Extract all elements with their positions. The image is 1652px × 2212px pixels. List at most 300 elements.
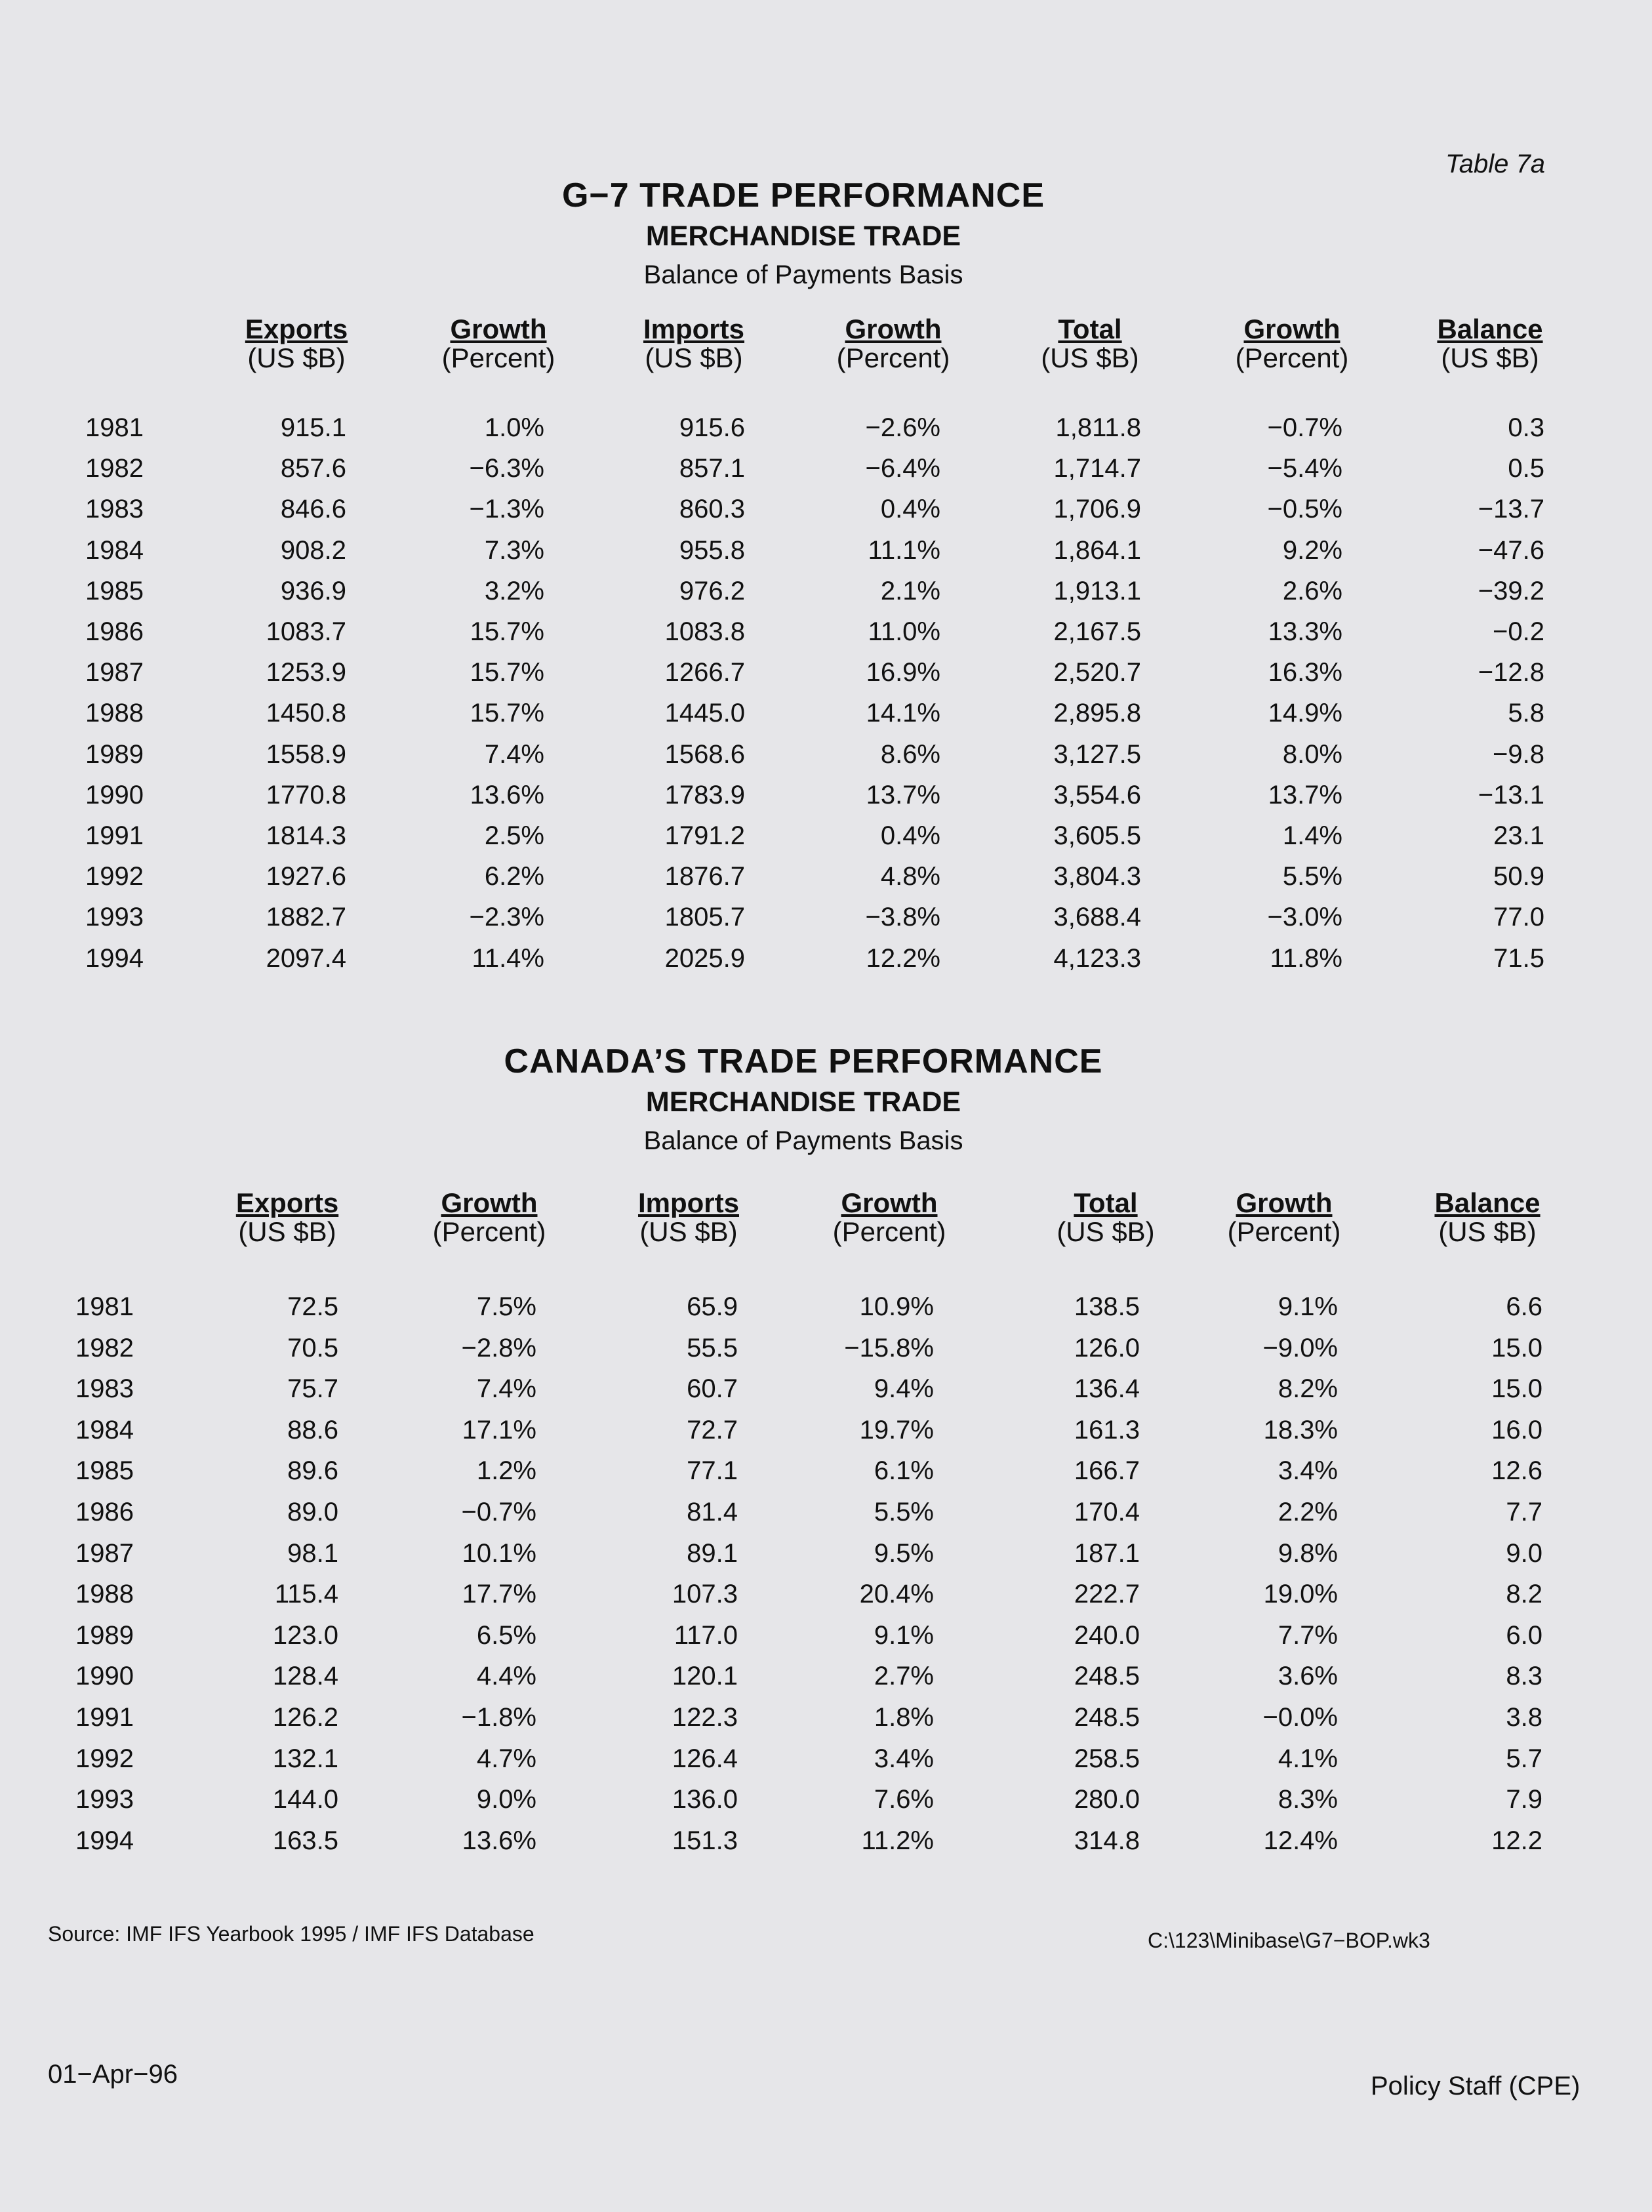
value-cell: 89.6 [287, 1456, 338, 1486]
value-cell: 20.4% [859, 1580, 934, 1609]
value-cell: 77.0 [1493, 903, 1544, 932]
table-number: Table 7a [1445, 150, 1545, 178]
canada-column-header [391, 1189, 588, 1246]
value-cell: 9.0 [1506, 1538, 1542, 1568]
value-cell: 280.0 [1074, 1785, 1140, 1814]
value-cell: −0.7% [1267, 413, 1342, 442]
value-cell: 1568.6 [664, 739, 745, 769]
year-cell: 1985 [85, 576, 144, 605]
value-cell: 16.9% [866, 658, 940, 687]
value-cell: 2.5% [484, 821, 544, 850]
value-cell: 7.7% [1278, 1620, 1338, 1650]
value-cell: 1083.8 [664, 617, 745, 646]
value-cell: 860.3 [679, 495, 745, 524]
value-cell: 1927.6 [266, 862, 346, 891]
table-row [0, 1621, 1652, 1662]
canada-subtitle: MERCHANDISE TRADE [645, 1086, 961, 1118]
value-cell: 1814.3 [266, 821, 346, 850]
value-cell: −0.0% [1262, 1703, 1338, 1732]
value-cell: 15.0 [1491, 1333, 1542, 1362]
g7-column-header [400, 315, 597, 373]
value-cell: 3.2% [484, 576, 544, 605]
value-cell: 17.7% [462, 1580, 536, 1609]
header-label: Balance [1434, 1187, 1541, 1218]
value-cell: 15.7% [470, 658, 544, 687]
header-label: Imports [643, 314, 744, 344]
value-cell: 3.4% [874, 1744, 934, 1773]
value-cell: 6.6 [1506, 1292, 1542, 1321]
year-cell: 1982 [85, 454, 144, 483]
g7-column-header [992, 315, 1188, 373]
g7-subtitle: MERCHANDISE TRADE [645, 220, 961, 252]
value-cell: −9.0% [1262, 1333, 1338, 1362]
value-cell: 75.7 [287, 1374, 338, 1404]
value-cell: 2097.4 [266, 943, 346, 973]
canada-basis: Balance of Payments Basis [643, 1126, 963, 1155]
value-cell: 6.1% [874, 1456, 934, 1486]
value-cell: 65.9 [687, 1292, 738, 1321]
header-label: Balance [1437, 314, 1543, 344]
value-cell: 9.8% [1278, 1538, 1338, 1568]
header-unit: (US $B) [639, 1216, 738, 1247]
year-cell: 1994 [85, 943, 144, 973]
year-cell: 1990 [85, 780, 144, 809]
value-cell: 117.0 [674, 1620, 738, 1650]
year-cell: 1989 [85, 739, 144, 769]
table-row [0, 495, 1652, 535]
table-row [0, 454, 1652, 495]
value-cell: 4.8% [880, 862, 940, 891]
header-unit: (Percent) [832, 1216, 946, 1247]
value-cell: 314.8 [1074, 1826, 1140, 1855]
value-cell: 88.6 [287, 1415, 338, 1444]
value-cell: 3,127.5 [1053, 739, 1141, 769]
value-cell: −1.3% [469, 495, 544, 524]
value-cell: 1450.8 [266, 699, 346, 728]
value-cell: 5.5% [1282, 862, 1342, 891]
table-row [0, 1703, 1652, 1744]
table-row [0, 1826, 1652, 1867]
value-cell: 128.4 [272, 1662, 338, 1691]
value-cell: 77.1 [687, 1456, 738, 1486]
table-row [0, 821, 1652, 862]
value-cell: −9.8 [1493, 739, 1544, 769]
table-row [0, 944, 1652, 985]
value-cell: 126.2 [272, 1703, 338, 1732]
header-label: Imports [637, 1187, 739, 1218]
header-unit: (US $B) [1057, 1216, 1155, 1247]
value-cell: 11.0% [868, 617, 940, 646]
header-label: Growth [441, 1187, 538, 1218]
value-cell: 222.7 [1074, 1580, 1140, 1609]
year-cell: 1988 [85, 699, 144, 728]
year-cell: 1982 [75, 1333, 134, 1362]
table-row [0, 1539, 1652, 1580]
value-cell: 107.3 [672, 1580, 738, 1609]
value-cell: 170.4 [1074, 1498, 1140, 1526]
value-cell: 857.1 [679, 454, 745, 483]
value-cell: 1805.7 [664, 903, 745, 932]
value-cell: 1,706.9 [1053, 495, 1141, 524]
year-cell: 1984 [75, 1415, 134, 1444]
canada-column-header [1186, 1189, 1382, 1246]
value-cell: 132.1 [272, 1744, 338, 1773]
value-cell: 3,605.5 [1053, 821, 1141, 850]
value-cell: 8.3% [1278, 1785, 1338, 1814]
value-cell: 7.4% [476, 1374, 536, 1404]
canada-column-header [1007, 1189, 1204, 1246]
value-cell: 19.0% [1263, 1580, 1338, 1609]
value-cell: 13.3% [1268, 617, 1342, 646]
table-row [0, 781, 1652, 821]
value-cell: −12.8 [1478, 658, 1544, 687]
header-label: Exports [245, 314, 348, 344]
value-cell: 1.8% [874, 1703, 934, 1732]
value-cell: 3,804.3 [1053, 862, 1141, 891]
year-cell: 1991 [75, 1703, 134, 1732]
value-cell: 15.7% [470, 699, 544, 728]
header-label: Total [1074, 1187, 1138, 1218]
value-cell: 846.6 [280, 495, 346, 524]
value-cell: 126.0 [1074, 1333, 1140, 1362]
value-cell: 19.7% [859, 1415, 934, 1444]
year-cell: 1991 [85, 821, 144, 850]
value-cell: 1,811.8 [1055, 413, 1141, 442]
value-cell: 1876.7 [664, 862, 745, 891]
value-cell: 976.2 [679, 576, 745, 605]
value-cell: 11.1% [868, 535, 940, 565]
canada-column-header [590, 1189, 787, 1246]
value-cell: −0.7% [461, 1498, 536, 1526]
table-row [0, 1456, 1652, 1497]
value-cell: −0.2 [1493, 617, 1544, 646]
value-cell: 10.9% [859, 1292, 934, 1321]
table-row [0, 1785, 1652, 1826]
canada-title-block [0, 1042, 1607, 1156]
value-cell: 9.2% [1282, 535, 1342, 565]
table-row [0, 1374, 1652, 1415]
table-row [0, 699, 1652, 739]
table-row [0, 1744, 1652, 1785]
table-row [0, 413, 1652, 454]
value-cell: 18.3% [1263, 1415, 1338, 1444]
value-cell: 955.8 [679, 535, 745, 565]
value-cell: 0.5 [1508, 454, 1544, 483]
header-unit: (Percent) [432, 1216, 546, 1247]
value-cell: 89.0 [287, 1498, 338, 1526]
value-cell: 16.3% [1268, 658, 1342, 687]
value-cell: 2,520.7 [1053, 658, 1141, 687]
value-cell: 1,913.1 [1053, 576, 1141, 605]
value-cell: 136.4 [1074, 1374, 1140, 1404]
header-label: Growth [841, 1187, 938, 1218]
value-cell: −6.4% [865, 454, 940, 483]
value-cell: 248.5 [1074, 1662, 1140, 1691]
value-cell: −3.8% [865, 903, 940, 932]
value-cell: 9.5% [874, 1538, 934, 1568]
value-cell: −15.8% [844, 1333, 934, 1362]
value-cell: 6.0 [1506, 1620, 1542, 1650]
header-unit: (Percent) [836, 342, 950, 373]
value-cell: 163.5 [272, 1826, 338, 1855]
value-cell: 81.4 [687, 1498, 738, 1526]
header-label: Growth [450, 314, 547, 344]
file-path: C:\123\Minibase\G7−BOP.wk3 [1148, 1929, 1430, 1952]
value-cell: 70.5 [287, 1333, 338, 1362]
year-cell: 1981 [75, 1292, 134, 1321]
value-cell: 0.3 [1508, 413, 1544, 442]
value-cell: 14.1% [866, 699, 940, 728]
value-cell: 915.6 [679, 413, 745, 442]
value-cell: 1083.7 [266, 617, 346, 646]
value-cell: 7.9 [1506, 1785, 1542, 1814]
value-cell: 23.1 [1493, 821, 1544, 850]
value-cell: 1266.7 [664, 658, 745, 687]
value-cell: 187.1 [1074, 1538, 1140, 1568]
value-cell: 2.2% [1278, 1498, 1338, 1526]
value-cell: 3.4% [1278, 1456, 1338, 1486]
value-cell: 2,167.5 [1053, 617, 1141, 646]
value-cell: 13.7% [1268, 780, 1342, 809]
value-cell: −1.8% [461, 1703, 536, 1732]
value-cell: 857.6 [280, 454, 346, 483]
value-cell: 10.1% [462, 1538, 536, 1568]
header-unit: (US $B) [247, 342, 346, 373]
header-label: Total [1058, 314, 1122, 344]
value-cell: 11.2% [861, 1826, 934, 1855]
value-cell: 1.0% [484, 413, 544, 442]
value-cell: 5.5% [874, 1498, 934, 1526]
value-cell: 936.9 [280, 576, 346, 605]
value-cell: 14.9% [1268, 699, 1342, 728]
canada-column-header [189, 1189, 386, 1246]
value-cell: 1770.8 [266, 780, 346, 809]
year-cell: 1993 [85, 903, 144, 932]
year-cell: 1990 [75, 1662, 134, 1691]
year-cell: 1988 [75, 1580, 134, 1609]
table-row [0, 740, 1652, 781]
value-cell: 15.7% [470, 617, 544, 646]
header-unit: (US $B) [238, 1216, 336, 1247]
value-cell: −47.6 [1478, 535, 1544, 565]
value-cell: 126.4 [672, 1744, 738, 1773]
header-unit: (US $B) [1441, 342, 1539, 373]
value-cell: 55.5 [687, 1333, 738, 1362]
value-cell: 248.5 [1074, 1703, 1140, 1732]
table-row [0, 903, 1652, 943]
value-cell: 5.7 [1506, 1744, 1542, 1773]
value-cell: 7.5% [476, 1292, 536, 1321]
value-cell: 9.0% [476, 1785, 536, 1814]
year-cell: 1989 [75, 1620, 134, 1650]
value-cell: 2.7% [874, 1662, 934, 1691]
value-cell: 9.1% [874, 1620, 934, 1650]
value-cell: 1445.0 [664, 699, 745, 728]
value-cell: 3,688.4 [1053, 903, 1141, 932]
header-label: Growth [1243, 314, 1340, 344]
value-cell: 8.2% [1278, 1374, 1338, 1404]
value-cell: 1558.9 [266, 739, 346, 769]
value-cell: 89.1 [687, 1538, 738, 1568]
value-cell: 1,864.1 [1053, 535, 1141, 565]
header-unit: (Percent) [1227, 1216, 1341, 1247]
year-cell: 1983 [85, 495, 144, 524]
value-cell: 1783.9 [664, 780, 745, 809]
value-cell: 12.4% [1263, 1826, 1338, 1855]
value-cell: 9.4% [874, 1374, 934, 1404]
g7-column-header [795, 315, 992, 373]
value-cell: 60.7 [687, 1374, 738, 1404]
header-label: Exports [235, 1187, 339, 1218]
table-row [0, 1662, 1652, 1702]
value-cell: 16.0 [1491, 1415, 1542, 1444]
value-cell: 7.3% [484, 535, 544, 565]
header-unit: (US $B) [1041, 342, 1139, 373]
value-cell: 1882.7 [266, 903, 346, 932]
value-cell: 122.3 [672, 1703, 738, 1732]
year-cell: 1994 [75, 1826, 134, 1855]
g7-column-header [1392, 315, 1588, 373]
value-cell: 151.3 [672, 1826, 738, 1855]
year-cell: 1981 [85, 413, 144, 442]
value-cell: 12.2% [866, 943, 940, 973]
canada-title: CANADA’S TRADE PERFORMANCE [504, 1042, 1103, 1080]
value-cell: 2,895.8 [1053, 699, 1141, 728]
table-row [0, 1498, 1652, 1538]
table-row [0, 1580, 1652, 1620]
value-cell: 2.6% [1282, 576, 1342, 605]
value-cell: 3,554.6 [1053, 780, 1141, 809]
table-row [0, 1334, 1652, 1374]
header-unit: (Percent) [1235, 342, 1349, 373]
table-row [0, 577, 1652, 617]
value-cell: −6.3% [469, 454, 544, 483]
value-cell: 9.1% [1278, 1292, 1338, 1321]
value-cell: 12.6 [1491, 1456, 1542, 1486]
value-cell: 1253.9 [266, 658, 346, 687]
header-unit: (Percent) [441, 342, 555, 373]
value-cell: 240.0 [1074, 1620, 1140, 1650]
value-cell: 8.0% [1282, 739, 1342, 769]
value-cell: 144.0 [272, 1785, 338, 1814]
value-cell: 8.2 [1506, 1580, 1542, 1609]
table-row [0, 536, 1652, 577]
value-cell: 1.4% [1282, 821, 1342, 850]
value-cell: 123.0 [272, 1620, 338, 1650]
header-label: Growth [845, 314, 942, 344]
value-cell: 161.3 [1074, 1415, 1140, 1444]
table-row [0, 862, 1652, 903]
value-cell: 138.5 [1074, 1292, 1140, 1321]
table-row [0, 658, 1652, 699]
year-cell: 1992 [85, 862, 144, 891]
value-cell: 1,714.7 [1053, 454, 1141, 483]
value-cell: −5.4% [1267, 454, 1342, 483]
value-cell: 258.5 [1074, 1744, 1140, 1773]
value-cell: 7.7 [1506, 1498, 1542, 1526]
value-cell: 1791.2 [664, 821, 745, 850]
value-cell: 0.4% [880, 495, 940, 524]
value-cell: 11.4% [472, 943, 544, 973]
year-cell: 1992 [75, 1744, 134, 1773]
g7-basis: Balance of Payments Basis [643, 260, 963, 289]
year-cell: 1985 [75, 1456, 134, 1486]
value-cell: 8.3 [1506, 1662, 1542, 1691]
value-cell: 71.5 [1493, 943, 1544, 973]
print-date: 01−Apr−96 [48, 2060, 178, 2089]
value-cell: 7.6% [874, 1785, 934, 1814]
value-cell: 72.5 [287, 1292, 338, 1321]
value-cell: −13.1 [1478, 780, 1544, 809]
value-cell: 13.6% [470, 780, 544, 809]
value-cell: 2.1% [880, 576, 940, 605]
value-cell: 11.8% [1270, 943, 1342, 973]
value-cell: 98.1 [287, 1538, 338, 1568]
value-cell: 6.5% [476, 1620, 536, 1650]
value-cell: −0.5% [1267, 495, 1342, 524]
value-cell: 5.8 [1508, 699, 1544, 728]
source-note: Source: IMF IFS Yearbook 1995 / IMF IFS Database [48, 1922, 534, 1946]
value-cell: −2.3% [469, 903, 544, 932]
value-cell: 4.1% [1278, 1744, 1338, 1773]
value-cell: −3.0% [1267, 903, 1342, 932]
value-cell: 166.7 [1074, 1456, 1140, 1486]
value-cell: 3.8 [1506, 1703, 1542, 1732]
header-label: Growth [1236, 1187, 1333, 1218]
year-cell: 1987 [85, 658, 144, 687]
value-cell: 908.2 [280, 535, 346, 565]
value-cell: 6.2% [484, 862, 544, 891]
value-cell: 1.2% [476, 1456, 536, 1486]
value-cell: 0.4% [880, 821, 940, 850]
value-cell: 72.7 [687, 1415, 738, 1444]
value-cell: 2025.9 [664, 943, 745, 973]
header-unit: (US $B) [1438, 1216, 1537, 1247]
value-cell: 4.4% [476, 1662, 536, 1691]
value-cell: −2.8% [461, 1333, 536, 1362]
g7-title-block [0, 176, 1607, 290]
table-row [0, 617, 1652, 658]
value-cell: 3.6% [1278, 1662, 1338, 1691]
g7-column-header [595, 315, 792, 373]
year-cell: 1983 [75, 1374, 134, 1404]
year-cell: 1986 [85, 617, 144, 646]
value-cell: 15.0 [1491, 1374, 1542, 1404]
value-cell: 4.7% [476, 1744, 536, 1773]
g7-column-header [198, 315, 395, 373]
value-cell: 915.1 [280, 413, 346, 442]
g7-title: G−7 TRADE PERFORMANCE [561, 176, 1045, 215]
year-cell: 1986 [75, 1498, 134, 1526]
value-cell: 8.6% [880, 739, 940, 769]
value-cell: −13.7 [1478, 495, 1544, 524]
canada-column-header [1389, 1189, 1586, 1246]
value-cell: 136.0 [672, 1785, 738, 1814]
value-cell: 120.1 [672, 1662, 738, 1691]
year-cell: 1993 [75, 1785, 134, 1814]
value-cell: −2.6% [865, 413, 940, 442]
value-cell: 17.1% [462, 1415, 536, 1444]
g7-column-header [1194, 315, 1390, 373]
value-cell: 50.9 [1493, 862, 1544, 891]
canada-column-header [791, 1189, 988, 1246]
year-cell: 1984 [85, 535, 144, 565]
table-row [0, 1292, 1652, 1333]
table-row [0, 1416, 1652, 1456]
value-cell: −39.2 [1478, 576, 1544, 605]
value-cell: 12.2 [1491, 1826, 1542, 1855]
value-cell: 13.7% [866, 780, 940, 809]
